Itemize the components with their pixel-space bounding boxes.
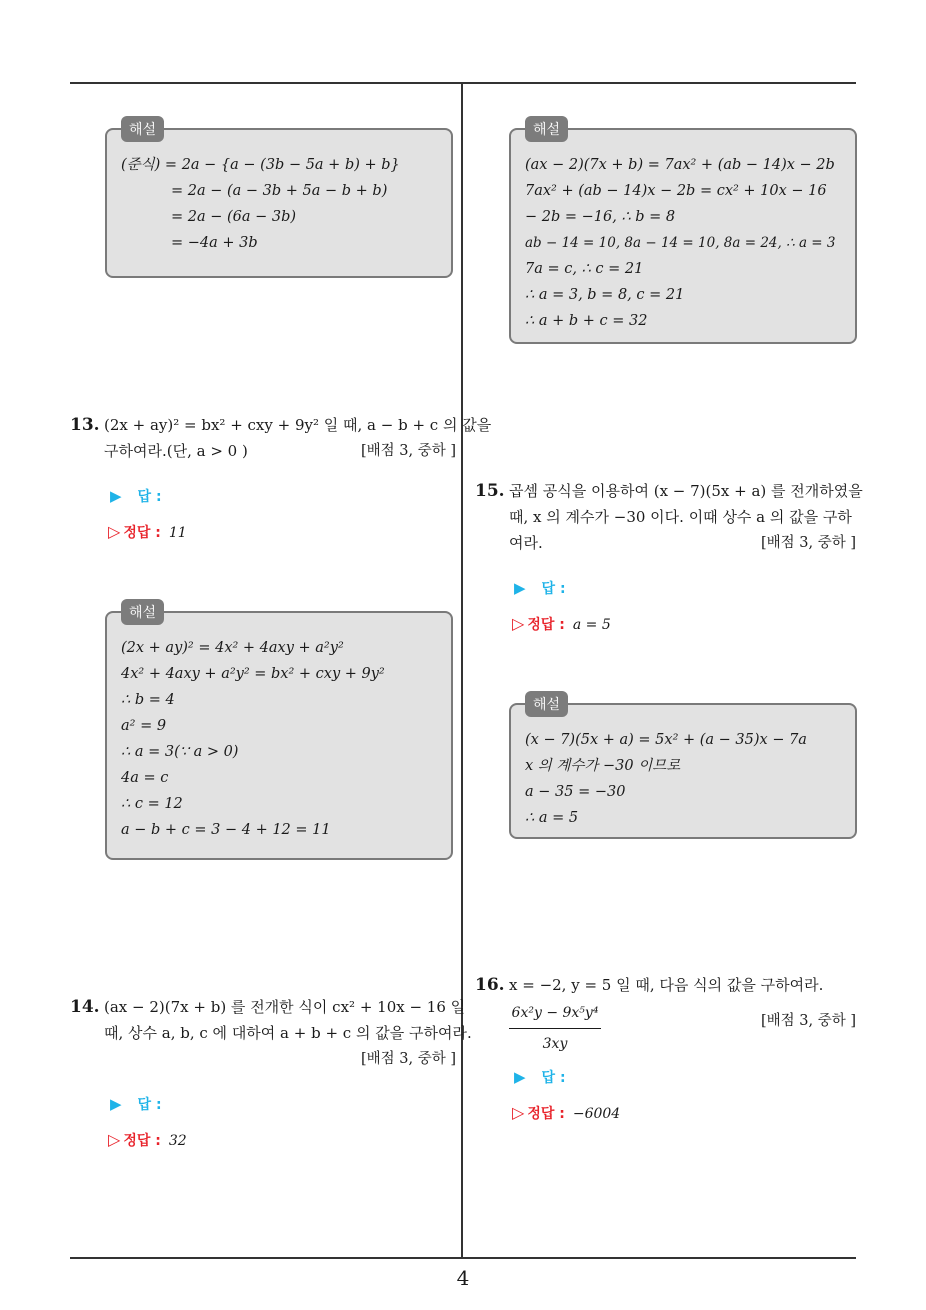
- final-answer-label: 정답 :: [527, 617, 565, 633]
- explanation-line: a − b + c = 3 − 4 + 12 = 11: [121, 822, 331, 838]
- answer-label: 답 :: [541, 1070, 566, 1086]
- problem-line: x = −2, y = 5 일 때, 다음 식의 값을 구하여라.: [509, 976, 824, 994]
- problem-line: (2x + ay)² = bx² + cxy + 9y² 일 때, a − b + c 의 값을: [104, 416, 492, 434]
- problem-number: 13.: [70, 415, 100, 435]
- explanation-box-13: [105, 605, 453, 860]
- score-label: [배점 3, 중하 ]: [360, 443, 456, 459]
- explanation-tag: 해설: [525, 691, 568, 717]
- final-answer-value: 11: [168, 525, 187, 541]
- problem-13: [70, 412, 492, 472]
- explanation-tag: 해설: [121, 599, 164, 625]
- answer-row-14: [110, 1094, 162, 1114]
- answer-row-15: [514, 578, 566, 598]
- answer-label: 답 :: [137, 1097, 162, 1113]
- explanation-line: ∴ c = 12: [121, 796, 183, 812]
- problem-line: 여라.: [509, 534, 543, 552]
- column-divider: [461, 83, 463, 1258]
- problem-text: [104, 994, 472, 1046]
- fraction-numerator: 6x²y − 9x⁵y⁴: [509, 1000, 601, 1029]
- score-label: [배점 3, 중하 ]: [760, 535, 856, 551]
- explanation-line: = 2a − (a − 3b + 5a − b + b): [171, 183, 388, 199]
- final-answer-label: 정답 :: [527, 1106, 565, 1122]
- explanation-line: ∴ b = 4: [121, 692, 175, 708]
- problem-line: (ax − 2)(7x + b) 를 전개한 식이 cx² + 10x − 16 일: [104, 998, 466, 1016]
- explanation-box-top: [105, 122, 453, 278]
- explanation-line: (x − 7)(5x + a) = 5x² + (a − 35)x − 7a: [525, 732, 807, 748]
- problem-line: 곱셈 공식을 이용하여 (x − 7)(5x + a) 를 전개하였을: [509, 482, 863, 500]
- final-answer-row-13: [108, 522, 187, 542]
- final-answer-row-14: [108, 1130, 187, 1150]
- answer-row-13: [110, 486, 162, 506]
- explanation-line: 7a = c, ∴ c = 21: [525, 261, 644, 277]
- top-rule: [70, 82, 856, 84]
- explanation-line: 4x² + 4axy + a²y² = bx² + cxy + 9y²: [121, 666, 385, 682]
- final-answer-value: a = 5: [572, 617, 611, 633]
- problem-16: [475, 972, 860, 1052]
- outline-triangle-icon: ▷: [512, 614, 525, 633]
- final-answer-label: 정답 :: [123, 1133, 161, 1149]
- explanation-line: = −4a + 3b: [171, 235, 258, 251]
- explanation-line: ∴ a = 3, b = 8, c = 21: [525, 287, 685, 303]
- explanation-line: ab − 14 = 10, 8a − 14 = 10, 8a = 24, ∴ a = 3: [525, 235, 836, 251]
- explanation-line: = 2a − (6a − 3b): [171, 209, 297, 225]
- explanation-box-15: [509, 697, 857, 839]
- answer-label: 답 :: [137, 489, 162, 505]
- explanation-line: a − 35 = −30: [525, 784, 626, 800]
- final-answer-value: 32: [168, 1133, 187, 1149]
- expression-fraction: [509, 1000, 601, 1057]
- explanation-line: (준식) = 2a − {a − (3b − 5a + b) + b}: [121, 157, 400, 173]
- answer-label: 답 :: [541, 581, 566, 597]
- explanation-box-14: [509, 122, 857, 344]
- explanation-line: (2x + ay)² = 4x² + 4axy + a²y²: [121, 640, 344, 656]
- final-answer-row-15: [512, 614, 611, 634]
- page-number: 4: [456, 1266, 470, 1290]
- explanation-line: 4a = c: [121, 770, 169, 786]
- explanation-line: (ax − 2)(7x + b) = 7ax² + (ab − 14)x − 2b: [525, 157, 835, 173]
- problem-line: 때, 상수 a, b, c 에 대하여 a + b + c 의 값을 구하여라.: [104, 1024, 472, 1042]
- explanation-line: x 의 계수가 −30 이므로: [525, 758, 681, 774]
- final-answer-label: 정답 :: [123, 525, 161, 541]
- problem-number: 14.: [70, 997, 100, 1017]
- outline-triangle-icon: ▷: [108, 1130, 121, 1149]
- explanation-tag: 해설: [525, 116, 568, 142]
- score-label: [배점 3, 중하 ]: [360, 1051, 456, 1067]
- final-answer-row-16: [512, 1103, 620, 1123]
- play-triangle-icon: ▶: [514, 579, 526, 597]
- outline-triangle-icon: ▷: [108, 522, 121, 541]
- play-triangle-icon: ▶: [514, 1068, 526, 1086]
- explanation-line: − 2b = −16, ∴ b = 8: [525, 209, 676, 225]
- problem-text: [509, 972, 823, 998]
- fraction-denominator: 3xy: [542, 1036, 568, 1052]
- problem-line: 때, x 의 계수가 −30 이다. 이때 상수 a 의 값을 구하: [509, 508, 852, 526]
- problem-number: 15.: [475, 481, 505, 501]
- explanation-tag: 해설: [121, 116, 164, 142]
- explanation-line: ∴ a + b + c = 32: [525, 313, 648, 329]
- explanation-line: a² = 9: [121, 718, 167, 734]
- problem-14: [70, 994, 472, 1074]
- final-answer-value: −6004: [572, 1106, 621, 1122]
- bottom-rule: [70, 1257, 856, 1259]
- score-label: [배점 3, 중하 ]: [760, 1013, 856, 1029]
- play-triangle-icon: ▶: [110, 1095, 122, 1113]
- problem-number: 16.: [475, 975, 505, 995]
- problem-15: [475, 478, 863, 558]
- explanation-line: ∴ a = 3(∵ a > 0): [121, 744, 239, 760]
- answer-row-16: [514, 1067, 566, 1087]
- problem-line: 구하여라.(단, a > 0 ): [104, 442, 248, 460]
- outline-triangle-icon: ▷: [512, 1103, 525, 1122]
- explanation-line: 7ax² + (ab − 14)x − 2b = cx² + 10x − 16: [525, 183, 827, 199]
- play-triangle-icon: ▶: [110, 487, 122, 505]
- explanation-line: ∴ a = 5: [525, 810, 579, 826]
